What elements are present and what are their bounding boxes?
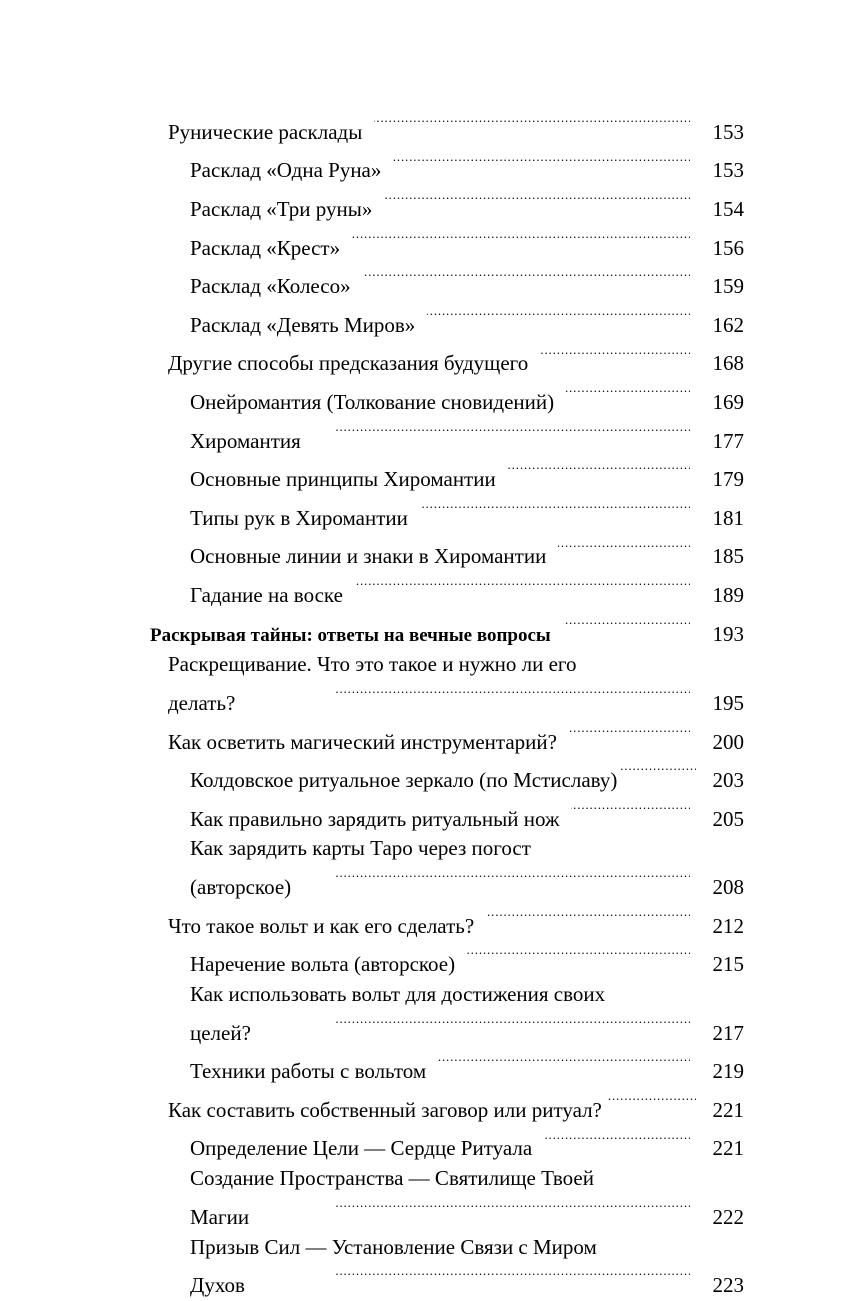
toc-entry-page: 208	[712, 875, 744, 900]
toc-entry-title: Расклад «Крест»	[190, 235, 341, 260]
toc-entry-title: Расклад «Три руны»	[190, 196, 373, 221]
dot-leader	[540, 341, 690, 371]
dot-leader	[261, 1194, 690, 1224]
toc-entry-title: Определение Цели — Сердце Ритуала	[190, 1136, 533, 1161]
toc-entry-page: 162	[712, 312, 744, 337]
dot-leader	[352, 225, 690, 255]
toc-entry[interactable]	[150, 572, 744, 611]
toc-entry-page: 215	[712, 952, 744, 977]
toc-entry-page: 200	[712, 729, 744, 754]
toc-entry-page: 156	[712, 235, 744, 260]
toc-entry[interactable]	[150, 1087, 744, 1126]
toc-entry-title: Техники работы с вольтом	[190, 1059, 427, 1084]
toc-entry[interactable]	[150, 1233, 744, 1301]
dot-leader	[566, 379, 690, 409]
toc-entry-title: Хиромантия	[190, 428, 301, 453]
toc-entry[interactable]	[150, 418, 744, 457]
dot-leader	[384, 186, 690, 216]
dot-leader	[621, 757, 696, 787]
dot-leader	[247, 680, 690, 710]
toc-entry-title: целей?	[190, 1020, 251, 1045]
dot-leader	[355, 572, 690, 602]
toc-entry-title: Как правильно зарядить ритуальный нож	[190, 806, 560, 831]
toc-entry-page: 189	[712, 582, 744, 607]
toc-entry-title: Как осветить магический инструментарий?	[168, 729, 557, 754]
toc-entry[interactable]	[150, 980, 744, 1048]
toc-entry-page: 185	[712, 544, 744, 569]
toc-section-title: Раскрывая тайны: ответы на вечные вопросы	[150, 624, 551, 646]
dot-leader	[544, 1126, 690, 1156]
toc-entry-title-line1: Раскрещивание. Что это такое и нужно ли его	[168, 652, 577, 677]
toc-entry-page: 221	[712, 1136, 744, 1161]
toc-entry-title: делать?	[168, 690, 236, 715]
toc-entry-page: 168	[712, 351, 744, 376]
dot-leader	[393, 148, 690, 178]
dot-leader	[420, 495, 690, 525]
dot-leader	[438, 1048, 690, 1078]
dot-leader	[486, 903, 690, 933]
toc-entry[interactable]	[150, 341, 744, 380]
dot-leader	[427, 302, 690, 332]
toc-entry-page: 154	[712, 196, 744, 221]
toc-entry-title-line1: Как зарядить карты Таро через погост	[190, 836, 531, 861]
toc-entry-page: 219	[712, 1059, 744, 1084]
toc-entry[interactable]	[150, 903, 744, 942]
toc-entry[interactable]	[150, 302, 744, 341]
toc-entry-title: Рунические расклады	[168, 119, 363, 144]
dot-leader	[571, 796, 690, 826]
toc-entry-title: Расклад «Колесо»	[190, 274, 351, 299]
toc-entry-page: 159	[712, 274, 744, 299]
toc-entry-page: 217	[712, 1020, 744, 1045]
dot-leader	[303, 864, 690, 894]
toc-entry[interactable]	[150, 109, 744, 148]
toc-entry-title: Другие способы предсказания будущего	[168, 351, 529, 376]
toc-entry-page: 179	[712, 467, 744, 492]
toc-entry-page: 195	[712, 690, 744, 715]
toc-entry-title: Как составить собственный заговор или ритуал?	[168, 1097, 602, 1122]
toc-entry-title: Расклад «Девять Миров»	[190, 312, 416, 337]
dot-leader	[313, 418, 690, 448]
toc-entry[interactable]	[150, 495, 744, 534]
toc-entry-title: Типы рук в Хиромантии	[190, 505, 408, 530]
toc-entry[interactable]	[150, 796, 744, 835]
toc-entry[interactable]	[150, 650, 744, 718]
dot-leader	[467, 941, 690, 971]
toc-entry[interactable]	[150, 263, 744, 302]
toc-entry-page: 177	[712, 428, 744, 453]
dot-leader	[558, 534, 690, 564]
dot-leader	[563, 611, 690, 641]
toc-entry-title: Духов	[190, 1273, 245, 1298]
toc-entry-page: 223	[712, 1273, 744, 1298]
toc-entry-title: Магии	[190, 1204, 250, 1229]
toc-entry-title: Основные линии и знаки в Хиромантии	[190, 544, 547, 569]
dot-leader	[374, 109, 690, 139]
toc-entry[interactable]	[150, 225, 744, 264]
toc-entry-title: Наречение вольта (авторское)	[190, 952, 456, 977]
toc-entry-page: 212	[712, 913, 744, 938]
toc-entry-title-line1: Призыв Сил — Установление Связи с Миром	[190, 1234, 597, 1259]
toc-entry[interactable]	[150, 379, 744, 418]
toc-entry[interactable]	[150, 834, 744, 902]
toc-entry[interactable]	[150, 534, 744, 573]
toc-entry-title: Онейромантия (Толкование сновидений)	[190, 389, 555, 414]
dot-leader	[257, 1262, 690, 1292]
toc-entry[interactable]	[150, 456, 744, 495]
toc-entry-title-line1: Создание Пространства — Святилище Твоей	[190, 1166, 594, 1191]
dot-leader	[569, 719, 690, 749]
dot-leader	[606, 1087, 696, 1117]
dot-leader	[363, 263, 690, 293]
toc-entry-title: Колдовское ритуальное зеркало (по Мстиславу)	[190, 768, 618, 793]
table-of-contents	[150, 109, 744, 1301]
toc-entry-page: 153	[712, 158, 744, 183]
toc-entry-page: 222	[712, 1204, 744, 1229]
toc-entry[interactable]	[150, 148, 744, 187]
toc-entry[interactable]	[150, 719, 744, 758]
toc-entry-page: 153	[712, 119, 744, 144]
toc-entry-title: Расклад «Одна Руна»	[190, 158, 382, 183]
dot-leader	[263, 1010, 690, 1040]
toc-entry[interactable]	[150, 757, 744, 796]
toc-entry[interactable]	[150, 1048, 744, 1087]
toc-entry-page: 193	[712, 621, 744, 646]
dot-leader	[508, 456, 690, 486]
toc-entry-page: 181	[712, 505, 744, 530]
toc-entry-title: (авторское)	[190, 875, 292, 900]
toc-entry[interactable]	[150, 1126, 744, 1165]
toc-entry-title: Что такое вольт и как его сделать?	[168, 913, 475, 938]
toc-entry-title-line1: Как использовать вольт для достижения своих	[190, 982, 606, 1007]
toc-entry[interactable]	[150, 186, 744, 225]
toc-entry[interactable]	[150, 1164, 744, 1232]
toc-entry-page: 205	[712, 806, 744, 831]
toc-entry-title: Основные принципы Хиромантии	[190, 467, 496, 492]
toc-entry-title: Гадание на воске	[190, 582, 343, 607]
toc-entry-page: 221	[712, 1097, 744, 1122]
toc-section-entry[interactable]	[150, 611, 744, 651]
toc-entry-page: 203	[712, 768, 744, 793]
toc-entry-page: 169	[712, 389, 744, 414]
toc-entry[interactable]	[150, 941, 744, 980]
